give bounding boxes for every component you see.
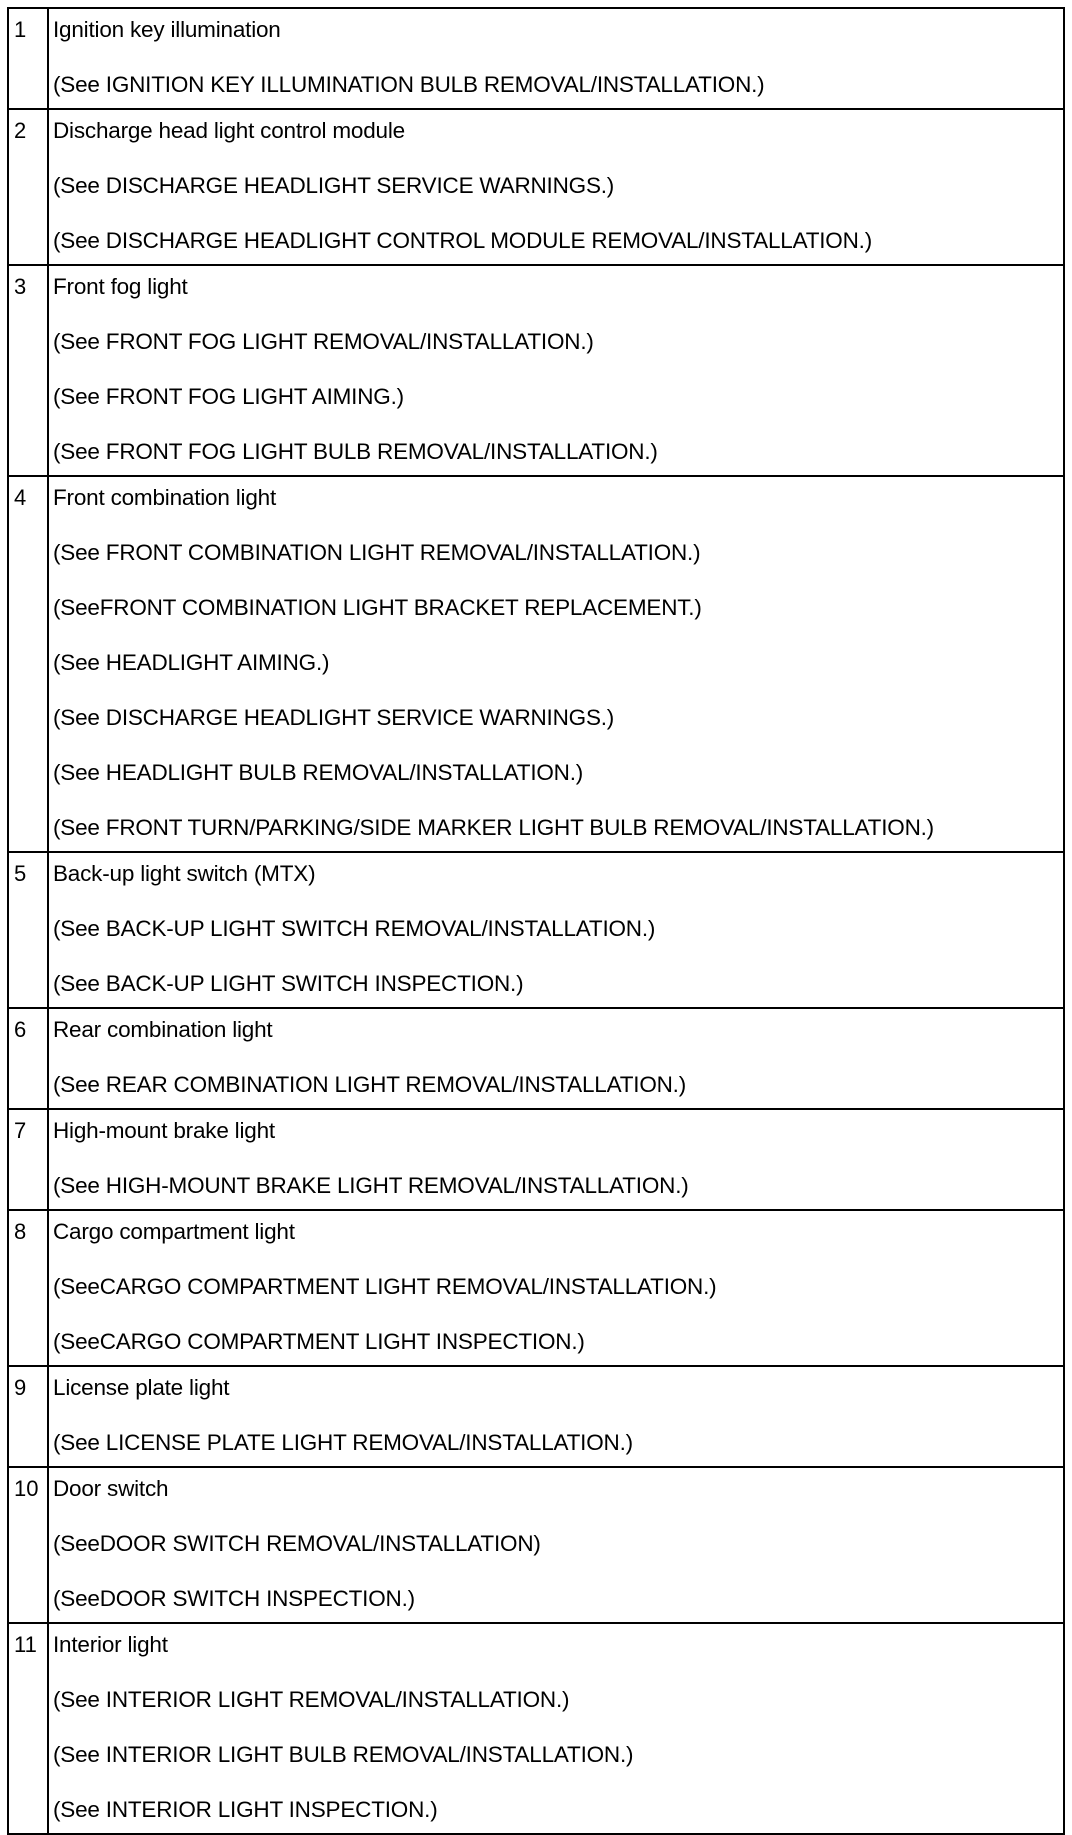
table-body [8, 8, 1064, 1834]
table-row [8, 265, 1064, 476]
component-name: Interior light [53, 1632, 168, 1657]
component-name: Front fog light [53, 274, 188, 299]
row-padding [53, 467, 1063, 475]
item-number: 11 [8, 1623, 48, 1834]
table-row [8, 8, 1064, 109]
table-row [8, 1623, 1064, 1834]
item-description-cell [48, 8, 1064, 109]
item-number: 1 [8, 8, 48, 109]
procedure-reference: (See INTERIOR LIGHT BULB REMOVAL/INSTALLATION.) [53, 1742, 634, 1767]
table-row [8, 109, 1064, 265]
component-name: Rear combination light [53, 1017, 273, 1042]
item-number: 3 [8, 265, 48, 476]
item-number: 7 [8, 1109, 48, 1210]
row-padding [53, 256, 1063, 264]
item-number: 10 [8, 1467, 48, 1623]
procedure-reference: (See INTERIOR LIGHT INSPECTION.) [53, 1797, 438, 1822]
table-row [8, 1109, 1064, 1210]
table-row [8, 1467, 1064, 1623]
procedure-reference: (See IGNITION KEY ILLUMINATION BULB REMOVAL/INSTALLATION.) [53, 72, 765, 97]
procedure-reference: (SeeCARGO COMPARTMENT LIGHT INSPECTION.) [53, 1329, 585, 1354]
component-name: License plate light [53, 1375, 230, 1400]
table-row [8, 1210, 1064, 1366]
item-description-cell [48, 1210, 1064, 1366]
item-description-cell [48, 265, 1064, 476]
procedure-reference: (See HEADLIGHT BULB REMOVAL/INSTALLATION.) [53, 760, 584, 785]
procedure-reference: (SeeDOOR SWITCH INSPECTION.) [53, 1586, 415, 1611]
procedure-reference: (See FRONT FOG LIGHT REMOVAL/INSTALLATION.) [53, 329, 594, 354]
component-reference-table [7, 7, 1065, 1835]
table-row [8, 1366, 1064, 1467]
item-description-cell [48, 1109, 1064, 1210]
component-name: Cargo compartment light [53, 1219, 295, 1244]
procedure-reference: (See BACK-UP LIGHT SWITCH REMOVAL/INSTALLATION.) [53, 916, 656, 941]
procedure-reference: (See LICENSE PLATE LIGHT REMOVAL/INSTALLATION.) [53, 1430, 633, 1455]
item-description-cell [48, 476, 1064, 852]
row-padding [53, 1458, 1063, 1466]
procedure-reference: (See HEADLIGHT AIMING.) [53, 650, 330, 675]
table-row [8, 852, 1064, 1008]
procedure-reference: (See INTERIOR LIGHT REMOVAL/INSTALLATION.) [53, 1687, 570, 1712]
procedure-reference: (See DISCHARGE HEADLIGHT SERVICE WARNINGS.) [53, 173, 615, 198]
procedure-reference: (See HIGH-MOUNT BRAKE LIGHT REMOVAL/INSTALLATION.) [53, 1173, 689, 1198]
row-padding [53, 1357, 1063, 1365]
row-padding [53, 1201, 1063, 1209]
item-number: 4 [8, 476, 48, 852]
component-name: Ignition key illumination [53, 17, 281, 42]
procedure-reference: (See FRONT TURN/PARKING/SIDE MARKER LIGHT BULB REMOVAL/INSTALLATION.) [53, 815, 934, 840]
table-row [8, 476, 1064, 852]
item-number: 9 [8, 1366, 48, 1467]
item-description-cell [48, 1467, 1064, 1623]
procedure-reference: (See DISCHARGE HEADLIGHT SERVICE WARNINGS.) [53, 705, 615, 730]
item-number: 6 [8, 1008, 48, 1109]
item-description-cell [48, 109, 1064, 265]
row-padding [53, 999, 1063, 1007]
item-number: 5 [8, 852, 48, 1008]
row-padding [53, 1100, 1063, 1108]
procedure-reference: (SeeDOOR SWITCH REMOVAL/INSTALLATION) [53, 1531, 541, 1556]
row-padding [53, 100, 1063, 108]
item-description-cell [48, 1008, 1064, 1109]
item-description-cell [48, 852, 1064, 1008]
item-number: 2 [8, 109, 48, 265]
procedure-reference: (SeeCARGO COMPARTMENT LIGHT REMOVAL/INSTALLATION.) [53, 1274, 717, 1299]
component-name: Back-up light switch (MTX) [53, 861, 316, 886]
row-padding [53, 1825, 1063, 1833]
procedure-reference: (See FRONT COMBINATION LIGHT REMOVAL/INSTALLATION.) [53, 540, 701, 565]
procedure-reference: (See BACK-UP LIGHT SWITCH INSPECTION.) [53, 971, 524, 996]
procedure-reference: (See FRONT FOG LIGHT AIMING.) [53, 384, 404, 409]
item-number: 8 [8, 1210, 48, 1366]
item-description-cell [48, 1623, 1064, 1834]
procedure-reference: (See REAR COMBINATION LIGHT REMOVAL/INSTALLATION.) [53, 1072, 687, 1097]
procedure-reference: (SeeFRONT COMBINATION LIGHT BRACKET REPLACEMENT.) [53, 595, 702, 620]
component-name: Door switch [53, 1476, 169, 1501]
procedure-reference: (See FRONT FOG LIGHT BULB REMOVAL/INSTALLATION.) [53, 439, 658, 464]
item-description-cell [48, 1366, 1064, 1467]
component-name: Discharge head light control module [53, 118, 405, 143]
procedure-reference: (See DISCHARGE HEADLIGHT CONTROL MODULE REMOVAL/INSTALLATION.) [53, 228, 873, 253]
table-row [8, 1008, 1064, 1109]
row-padding [53, 1614, 1063, 1622]
component-name: Front combination light [53, 485, 277, 510]
component-name: High-mount brake light [53, 1118, 275, 1143]
row-padding [53, 843, 1063, 851]
